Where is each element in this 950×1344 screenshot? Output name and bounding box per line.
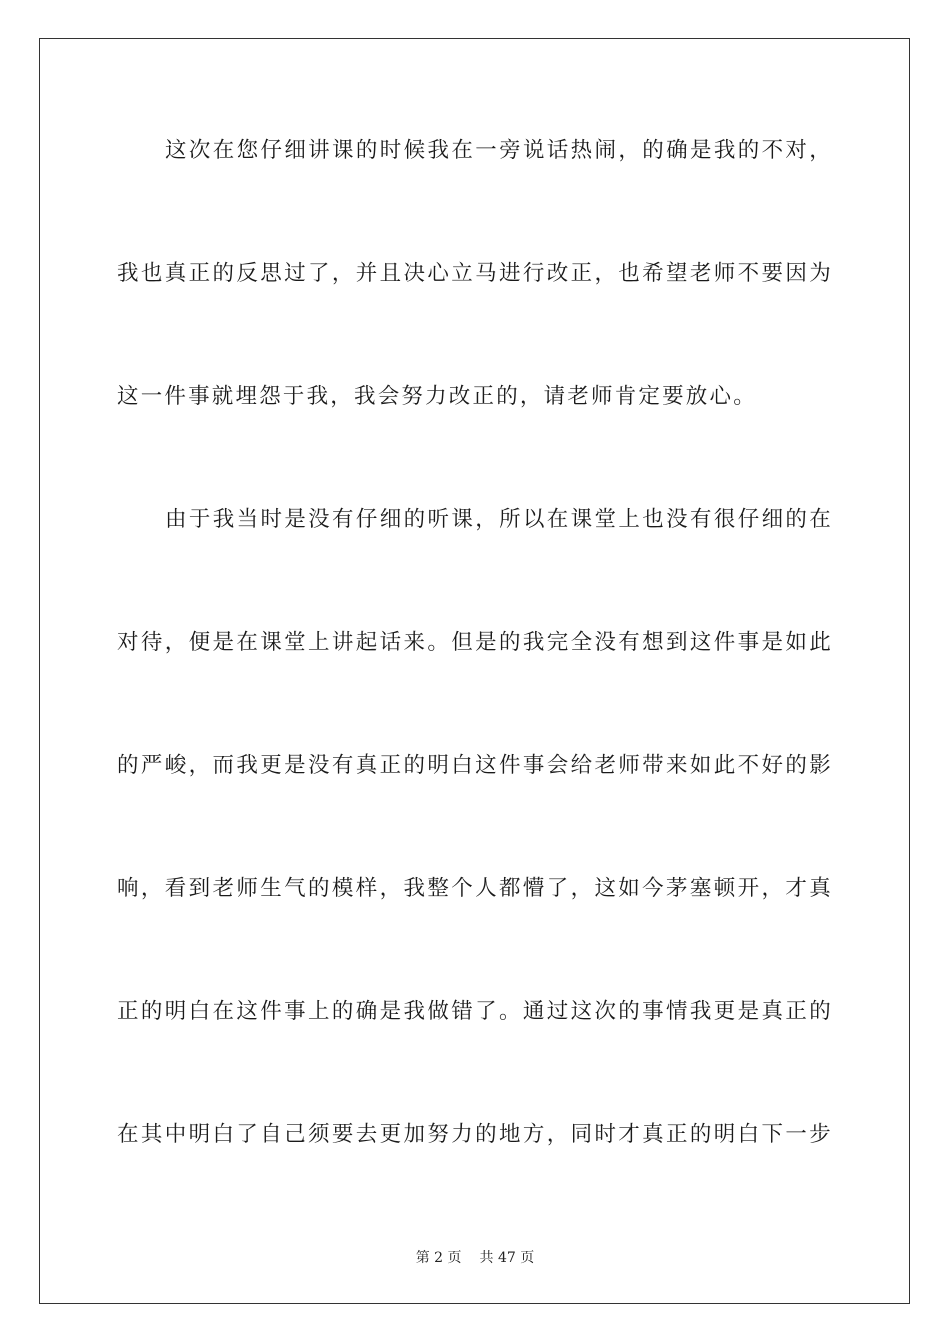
page-number: 第 2 页 (415, 1250, 462, 1266)
page-footer (0, 1248, 950, 1268)
text-line-1: 这次在您仔细讲课的时候我在一旁说话热闹，的确是我的不对， (165, 138, 833, 163)
text-line-2: 我也真正的反思过了，并且决心立马进行改正，也希望老师不要因为 (117, 261, 833, 286)
text-line-7: 响，看到老师生气的模样，我整个人都懵了，这如今茅塞顿开，才真 (117, 876, 833, 901)
text-line-6: 的严峻，而我更是没有真正的明白这件事会给老师带来如此不好的影 (117, 753, 833, 778)
text-line-9: 在其中明白了自己须要去更加努力的地方，同时才真正的明白下一步 (117, 1122, 833, 1147)
page-total: 共 47 页 (479, 1250, 535, 1266)
text-line-5: 对待，便是在课堂上讲起话来。但是的我完全没有想到这件事是如此 (117, 630, 833, 655)
text-line-4: 由于我当时是没有仔细的听课，所以在课堂上也没有很仔细的在 (165, 507, 833, 532)
page-border (39, 38, 910, 1304)
text-line-8: 正的明白在这件事上的确是我做错了。通过这次的事情我更是真正的 (117, 999, 833, 1024)
text-line-3: 这一件事就埋怨于我，我会努力改正的，请老师肯定要放心。 (117, 384, 757, 409)
